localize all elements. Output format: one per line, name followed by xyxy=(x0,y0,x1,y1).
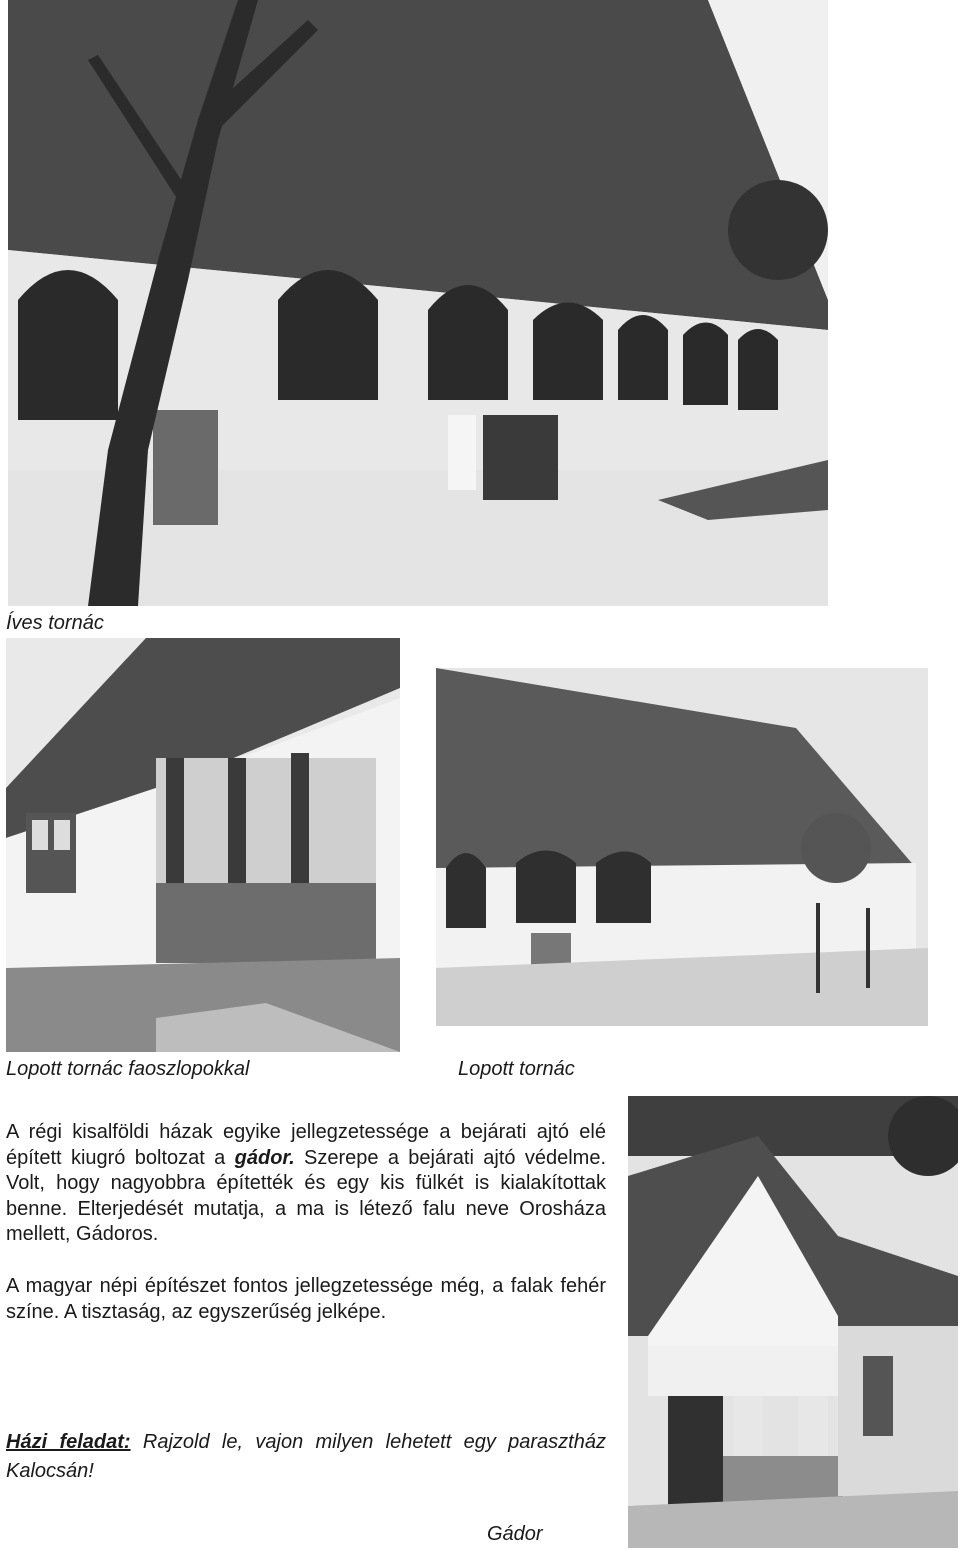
photo-gador xyxy=(628,1096,958,1548)
paragraph-gador-part2: Szerepe a bejárati ajtó védelme. Volt, hogy nagyobbra építették és egy kis fülkét is kialakítottak benne. Elterjedését mutatja, a ma is létező falu neve Orosháza mellett, Gádoros. xyxy=(6,1146,606,1245)
paragraph-gador-emphasis: gádor. xyxy=(234,1146,295,1169)
photo-wooden-columns-porch xyxy=(6,638,400,1052)
photo-stolen-porch xyxy=(436,668,928,1026)
photo-arched-porch xyxy=(8,0,828,606)
paragraph-gador xyxy=(6,1120,606,1248)
caption-stolen-porch: Lopott tornác xyxy=(458,1058,575,1080)
paragraph-gador-part1: A régi kisalföldi házak egyike jellegzetessége a bejárati ajtó elé épített kiugró boltozat a xyxy=(6,1121,606,1169)
caption-wooden-columns-porch: Lopott tornác faoszlopokkal xyxy=(6,1058,250,1080)
paragraph-white-walls: A magyar népi építészet fontos jellegzetessége még, a falak fehér színe. A tisztaság, az egyszerűség jelképe. xyxy=(6,1275,606,1323)
caption-gador: Gádor xyxy=(487,1523,543,1545)
caption-arched-porch: Íves tornác xyxy=(6,612,104,634)
homework-text: Rajzold le, vajon milyen lehetett egy parasztház Kalocsán! xyxy=(6,1431,606,1482)
homework-label: Házi feladat: xyxy=(6,1431,131,1453)
homework xyxy=(6,1428,606,1486)
